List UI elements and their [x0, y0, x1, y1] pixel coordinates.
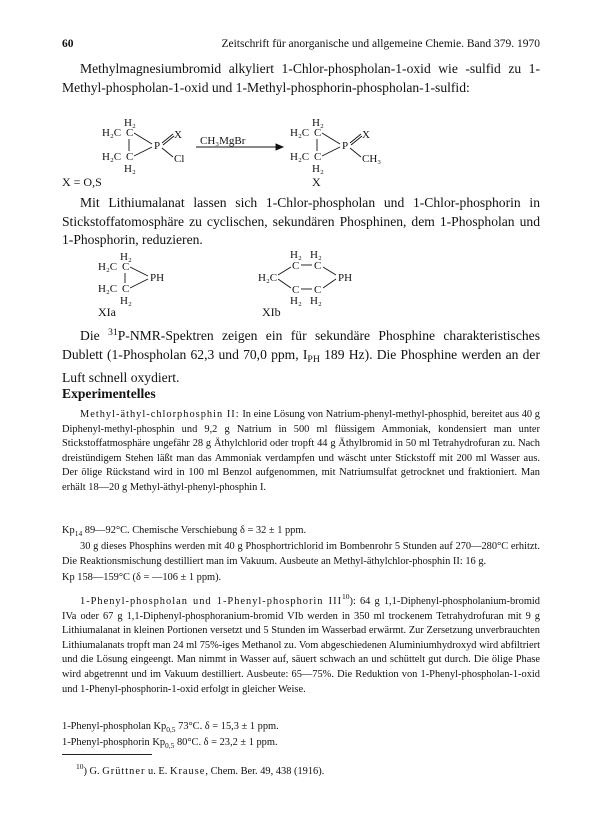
s1-right-c-bottom: C — [314, 151, 322, 163]
footnote-text-mid: u. E. — [145, 766, 170, 777]
s2b-c-top-1: C — [292, 260, 300, 272]
s2b-h2-top-1: H₂ — [290, 249, 302, 261]
s1-x-label: X — [312, 175, 321, 189]
kp-label: Kp — [62, 525, 75, 536]
phosphorin-pressure-sub: 0,5 — [165, 741, 175, 750]
scheme-2-drawing — [62, 248, 540, 320]
s1-left-x: X — [174, 129, 182, 141]
phospholan-label: 1-Phenyl-phospholan Kp — [62, 721, 167, 732]
footnote-rule — [62, 754, 152, 755]
exp-1-boiling-point — [62, 524, 540, 542]
s2a-h2-bottom: H₂ — [120, 295, 132, 307]
s2b-c-bottom-2: C — [314, 284, 322, 296]
phosphorin-values: 80°C. δ = 23,2 ± 1 ppm. — [174, 737, 278, 748]
footnote-mark: 10 — [76, 762, 84, 771]
exp-2-boiling-point: Kp 158—159°C (δ = —106 ± 1 ppm). — [62, 572, 222, 583]
journal-title: Zeitschrift für anorganische und allgemeine Chemie. Band 379. 1970 — [221, 38, 540, 50]
s2a-h2c-bottom: H₂C — [98, 283, 118, 295]
s2a-label: XIa — [98, 305, 116, 319]
s2a-ph: PH — [150, 272, 165, 284]
reaction-scheme-1 — [62, 114, 540, 190]
s1-x-definition: X = O,S — [62, 175, 102, 189]
reduction-paragraph: Mit Lithiumalanat lassen sich 1-Chlor-phospholan und 1-Chlor-phosphorin in Stickstoffatomosphäre zu cyclischen, sekundären Phosphinen, dem 1-Phospholan und 1-Phosphorin, reduzieren. — [62, 195, 540, 247]
s2b-c-top-2: C — [314, 260, 322, 272]
exp-3-ref-sup: 10 — [342, 592, 350, 601]
exp-1-text: In eine Lösung von Natrium-phenyl-methyl-phosphid, bereitet aus 40 g Diphenyl-methyl-phosphin und 9,2 g Natrium in 500 ml flüssigem Ammoniak, kondensiert man unter Stickstoffatmosphäre ungefähr 28 g Äthylchlorid oder tropft 44 g Äthylbromid in 50 ml Tetrahydrofuran zu. Nach dreistündigem Stehen läßt man das Ammoniak verdampfen und wäscht unter Stickstoff mit 200 ml Wasser aus. Der ölige Rückstand wird in 100 ml Benzol aufgenommen, mit Natriumsulfat getrocknet und fraktioniert. Man erhält 18—20 g Methyl-äthyl-phenyl-phosphin I. — [62, 409, 540, 493]
running-header — [62, 38, 540, 50]
s1-left-cl: Cl — [174, 153, 185, 165]
s2b-h2-bottom-2: H₂ — [310, 295, 322, 307]
s1-left-h2c-bottom: H₂C — [102, 151, 122, 163]
exp-1-title: Methyl-äthyl-chlorphosphin II: — [80, 409, 240, 420]
exp-3-text: ): 64 g 1,1-Diphenyl-phospholanium-bromid IVa oder 67 g 1,1-Diphenyl-phosphoranium-bromid VIb werden in 350 ml trockenem Tetrahydrofuran mit 9 g Lithiumalanat in kleinen Portionen versetzt und 5 Stunden im Wasserbad erwärmt. Zur Zersetzung unverbrauchten Lithiumalanats tropft man 24 ml 75%-iges Methanol zu. Vom abgeschiedenen Aluminiumhydroxyd wird abfiltriert und die Lösung eingeengt. Man nimmt in Wasser auf, säuert schwach an und schüttelt gut durch. Die ölige Phase wird abgetrennt und im Vakuum destilliert. Ausbeute: 65—75%. Die Reduktion von 1-Phenyl-phospholan-1-oxid und 1-Phenyl-phosphorin-1-oxid erfolgt in gleicher Weise. — [62, 596, 540, 695]
nmr-text-pre: Die — [80, 328, 108, 343]
s2a-h2-top: H₂ — [120, 251, 132, 263]
s2a-h2c-top: H₂C — [98, 261, 118, 273]
nmr-paragraph — [62, 324, 540, 388]
nmr-coupling-sub: PH — [307, 353, 320, 365]
scheme-1-drawing — [62, 114, 540, 190]
phospholan-data-line — [62, 720, 540, 738]
s1-left-h2-top: H₂ — [124, 117, 136, 129]
s2b-h2-bottom-1: H₂ — [290, 295, 302, 307]
s1-left-h2c-top: H₂C — [102, 127, 122, 139]
s1-right-h2-top: H₂ — [312, 117, 324, 129]
s2a-c-bottom: C — [122, 283, 130, 295]
phosphorin-label: 1-Phenyl-phosphorin Kp — [62, 737, 166, 748]
s2b-h2c: H₂C — [258, 272, 278, 284]
nmr-text-post: 189 Hz). Die Phosphine werden an der Luft schnell oxydiert. — [62, 346, 540, 385]
phospholan-values: 73°C. δ = 15,3 ± 1 ppm. — [175, 721, 279, 732]
s1-bonds — [129, 133, 362, 157]
s1-left-c-bottom: C — [126, 151, 134, 163]
footnote-author-2: Krause — [169, 766, 206, 777]
s2b-label: XIb — [262, 305, 281, 319]
s1-right-h2-bottom: H₂ — [312, 163, 324, 175]
footnote — [62, 760, 554, 780]
footnote-author-1: Grüttner — [102, 766, 146, 777]
section-heading: Experimentelles — [62, 386, 156, 401]
s1-left-h2-bottom: H₂ — [124, 163, 136, 175]
s1-reagent: CH₃MgBr — [200, 135, 246, 147]
s1-right-h2c-top: H₂C — [290, 127, 310, 139]
footnote-text-pre: ) G. — [83, 766, 103, 777]
kp-pressure-sub: 14 — [74, 529, 83, 538]
s1-left-c-top: C — [126, 127, 134, 139]
s1-right-ch3: CH₃ — [362, 153, 382, 165]
exp-3-title: 1-Phenyl-phospholan und 1-Phenyl-phosphorin III — [80, 596, 343, 607]
page-number: 60 — [62, 38, 74, 50]
footnote-text-post: , Chem. Ber. 49, 438 (1916). — [205, 766, 325, 777]
phospholan-pressure-sub: 0,5 — [166, 725, 176, 734]
phosphorin-data-line — [62, 736, 540, 754]
s1-right-h2c-bottom: H₂C — [290, 151, 310, 163]
exp-paragraph-1 — [62, 408, 540, 496]
nmr-text-mid: P-NMR-Spektren zeigen ein für sekundäre Phosphine charakteristisches Dublett (1-Phospholan 62,3 und 70,0 ppm, I — [62, 328, 540, 362]
kp-text: 89—92°C. Chemische Verschiebung δ = 32 ± 1 ppm. — [82, 525, 307, 536]
s2a-c-top: C — [122, 261, 130, 273]
intro-paragraph: Methylmagnesiumbromid alkyliert 1-Chlor-phospholan-1-oxid wie -sulfid zu 1-Methyl-phospholan-1-oxid und 1-Methyl-phosphorin-phospholan-1-sulfid: — [62, 61, 540, 95]
s2b-ph: PH — [338, 272, 353, 284]
exp-paragraph-3 — [62, 590, 540, 697]
exp-paragraph-2: 30 g dieses Phosphins werden mit 40 g Phosphortrichlorid im Bombenrohr 5 Stunden auf 270—280°C erhitzt. Die Reaktionsmischung destilliert man im Vakuum. Ausbeute an Methyl-äthylchlor-phosphin II: 16 g. — [62, 541, 540, 567]
structure-scheme-2 — [62, 248, 540, 320]
s2b-c-bottom-1: C — [292, 284, 300, 296]
nmr-isotope-sup: 31 — [107, 327, 118, 338]
s2b-h2-top-2: H₂ — [310, 249, 322, 261]
s1-right-x: X — [362, 129, 370, 141]
s1-right-p: P — [342, 140, 349, 152]
s1-right-c-top: C — [314, 127, 322, 139]
s1-left-p: P — [154, 140, 161, 152]
